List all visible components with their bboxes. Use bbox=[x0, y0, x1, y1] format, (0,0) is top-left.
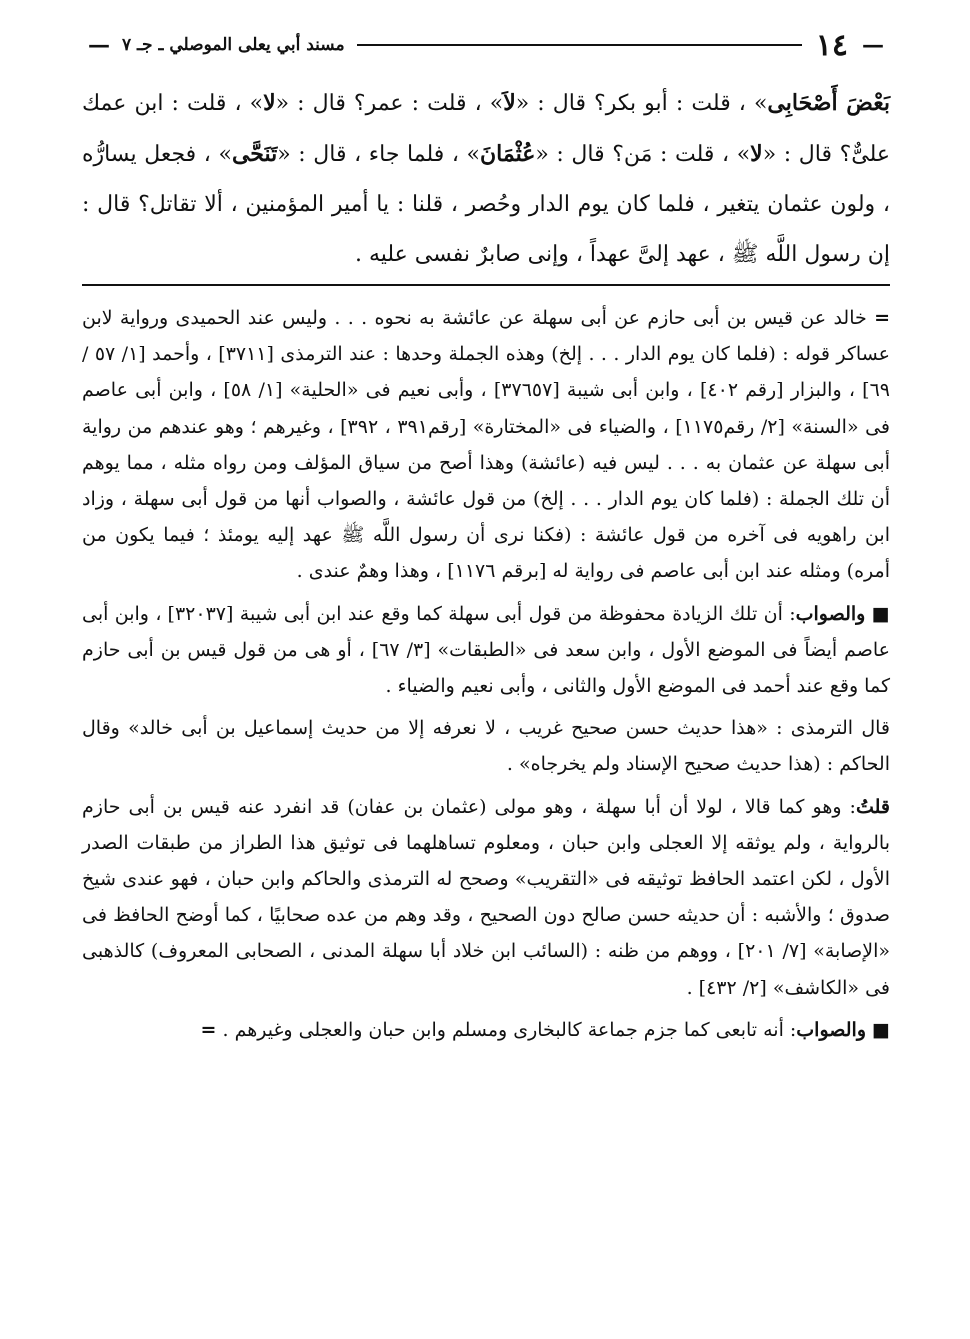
hadith-word: لا bbox=[750, 141, 763, 167]
book-title: مسند أبي يعلى الموصلي ـ جـ ٧ bbox=[122, 35, 345, 55]
main-text bbox=[82, 78, 890, 280]
footnote-paragraph bbox=[82, 789, 890, 1006]
footnotes bbox=[82, 300, 890, 1054]
main-text-run: » ، فجعل يسارُّه ، ولون عثمان يتغير ، فلما كان يوم الدار وحُصر ، قلنا : يا أمير المؤمنين ، ألا تقاتل؟ قال : إن رسول اللَّه ﷺ ، عهد إلىَّ عهداً ، وإنى صابرٌ نفسى عليه . bbox=[82, 142, 890, 267]
page-header bbox=[82, 28, 890, 62]
main-text-run: » ، فلما جاء ، قال : « bbox=[277, 142, 481, 167]
footnote-text: خالد عن قيس بن أبى حازم عن أبى سهلة عن عائشة به نحوه . . . وليس عند الحميدى ورواية لابن عساكر قوله : (فلما كان يوم الدار . . . إلخ) وهذه الجملة وحدها : عند الترمذى [٣٧١١] ، وأحمد [١/ ٥٧ / ٦٩] ، والبزار [رقم ٤٠٢] ، وابن أبى شيبة [٣٧٦٥٧] ، وأبى نعيم فى «الحلية» [١/ ٥٨] ، وابن أبى عاصم فى «السنة» [٢/ رقم١١٧٥] ، والضياء فى «المختارة» [رقم٣٩١ ، ٣٩٢] ، وغيرهم ؛ وهو عندهم من رواية أبى سهلة عن عثمان به . . . ليس فيه (عائشة) وهذا أصح من سياق المؤلف ومن رواه مثله ، مما يوهم أن تلك الجملة : (فلما كان يوم الدار . . . إلخ) من قول عائشة ، والصواب أنها من قول أبى سهلة ، وزاد ابن راهويه فى آخره من قول عائشة : (فكنا نرى أن رسول اللَّه ﷺ عهد إليه يومئذ ؛ فيما يكون من أمره) ومثله عند ابن أبى عاصم فى رواية له [برقم ١١٧٦] ، وهذا وهمٌ عندى . bbox=[82, 307, 891, 583]
main-paragraph bbox=[82, 78, 890, 280]
footnote-text: قال الترمذى : «هذا حديث حسن صحيح غريب ، لا نعرفه إلا من حديث إسماعيل بن أبى خالد» وقال الحاكم : (هذا حديث صحيح الإسناد ولم يخرجاه» . bbox=[82, 717, 890, 776]
footnote-label: قلتُ bbox=[855, 795, 890, 818]
hadith-word: عُثْمَانَ bbox=[480, 141, 536, 167]
square-bullet-icon: ■ bbox=[872, 1018, 890, 1041]
hadith-word: تَنَحَّى bbox=[231, 141, 278, 167]
footnote-separator bbox=[82, 284, 890, 286]
hadith-phrase: بَعْضَ أَصْحَابِى bbox=[767, 90, 890, 116]
footnote-label: والصواب bbox=[796, 1018, 866, 1041]
footnote-paragraph bbox=[82, 710, 890, 782]
main-text-run: » ، قلت : عمر؟ قال : « bbox=[275, 91, 504, 116]
hadith-word: لا bbox=[263, 90, 276, 116]
footnote-paragraph bbox=[82, 596, 890, 705]
footnote-paragraph bbox=[82, 300, 890, 590]
continuation-marker: = bbox=[874, 307, 891, 329]
footnote-text: : وهو كما قالا ، لولا أن أبا سهلة ، وهو مولى (عثمان بن عفان) قد انفرد عنه قيس بن أبى حازم بالرواية ، ولم يوثقه إلا العجلى وابن حبان ، ومعلوم تساهلهما فى توثيق هذا الطراز من طبقات الصدر الأول ، لكن اعتمد الحافظ توثيقه فى «التقريب» وصحح له الترمذى والحاكم وابن حبان ، فهو عندى شيخ صدوق ؛ والأشبه : أن حديثه حسن صالح دون الصحيح ، وقد وهم من عده صحابيًا ، كما أوضح الحافظ فى «الإصابة» [٧/ ٢٠١] ، ووهم من ظنه : (السائب ابن خلاد أبا سهلة المدنى ، الصحابى المعروف) كالذهبى فى «الكاشف» [٢/ ٤٣٢] . bbox=[82, 795, 890, 999]
main-text-run: » ، قلت : مَن؟ قال : « bbox=[535, 142, 751, 167]
header-rule bbox=[357, 44, 802, 46]
main-text-run: » ، قلت : ابن عمك علىٌّ؟ قال : « bbox=[82, 91, 890, 167]
footnote-text: : أنه تابعى كما جزم جماعة كالبخارى ومسلم وابن حبان والعجلى وغيرهم . bbox=[222, 1018, 797, 1041]
hadith-word: لاَ bbox=[503, 90, 516, 116]
footnote-paragraph bbox=[82, 1012, 890, 1048]
header-dash-left: — bbox=[88, 32, 110, 58]
square-bullet-icon: ■ bbox=[871, 602, 891, 625]
continuation-marker: = bbox=[200, 1018, 217, 1041]
main-text-run: » ، قلت : أبو بكر؟ قال : « bbox=[515, 91, 768, 116]
footnote-text: : أن تلك الزيادة محفوظة من قول أبى سهلة كما وقع عند ابن أبى شيبة [٣٢٠٣٧] ، وابن أبى عاصم أيضاً فى الموضع الأول ، وابن سعد فى «الطبقات» [٣/ ٦٧] ، أو هى من قول قيس بن أبى حازم كما وقع عند أحمد فى الموضع الأول والثانى ، وأبى نعيم والضياء . bbox=[82, 602, 890, 698]
header-dash-right: — bbox=[862, 32, 884, 58]
page-number: ١٤ bbox=[815, 27, 848, 63]
footnote-label: والصواب bbox=[795, 602, 866, 625]
